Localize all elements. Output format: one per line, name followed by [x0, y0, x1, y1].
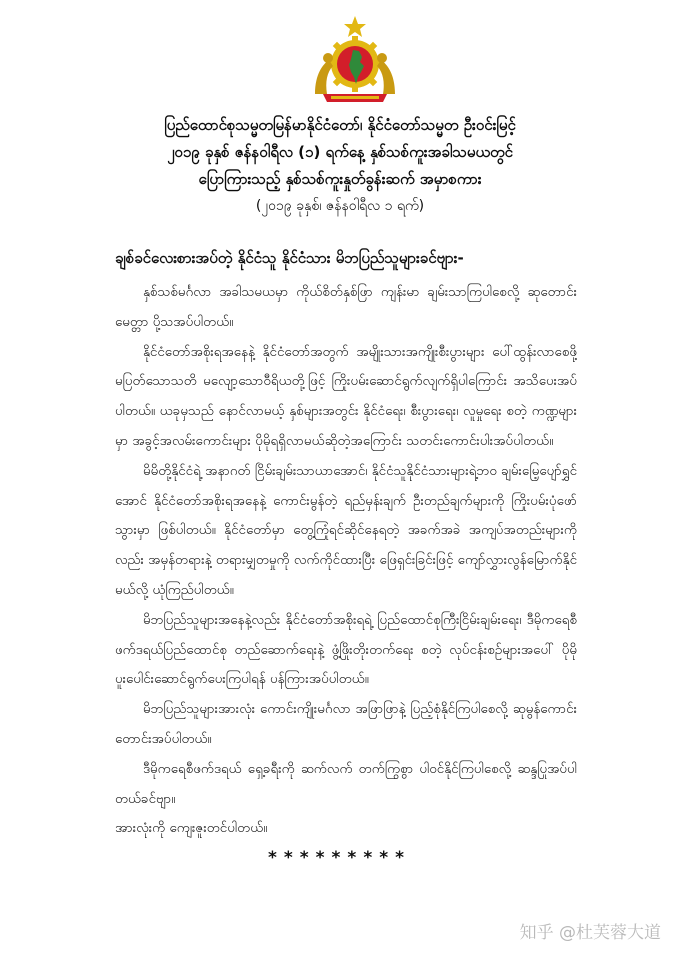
paragraph: မိဘပြည်သူများအားလုံး ကောင်းကျိုးမင်္ဂလာ အဖြာဖြာနဲ့ ပြည့်စုံနိုင်ကြပါစေလို့ ဆုမွန်ကောင်းတောင်းအပ်ပါတယ်။ — [115, 702, 577, 747]
paragraph: နိုင်ငံတော်အစိုးရအနေနဲ့ နိုင်ငံတော်အတွက် အမျိုးသားအကျိုးစီးပွားများ ပေါ်ထွန်းလာစေဖို့ မပြတ်သောသတိ မလျော့သောဝီရိယတို့ဖြင့် ကြိုးပမ်းဆောင်ရွက်လျက်ရှိပါကြောင်း အသိပေးအပ်ပါတယ်။ ယခုမှသည် နောင်လာမယ့် နှစ်များအတွင်း နိုင်ငံရေး၊ စီးပွားရေး၊ လူမှုရေး စတဲ့ ကဏ္ဍများမှာ အခွင့်အလမ်းကောင်းများ ပိုမိုရရှိလာမယ်ဆိုတဲ့အကြောင်း သတင်းကောင်းပါးအပ်ပါတယ်။ — [115, 344, 577, 449]
paragraph: မိမိတို့နိုင်ငံရဲ့ အနာဂတ် ငြိမ်းချမ်းသာယာအောင်၊ နိုင်ငံသူနိုင်ငံသားများရဲ့ဘဝ ချမ်းမြေ့ပျော်ရွှင်အောင် နိုင်ငံတော်အစိုးရအနေနဲ့ ကောင်းမွန်တဲ့ ရည်မှန်းချက် ဦးတည်ချက်များကို ကြိုးပမ်းပုံဖော်သွားမှာ ဖြစ်ပါတယ်။ နိုင်ငံတော်မှာ တွေ့ကြုံရင်ဆိုင်နေရတဲ့ အခက်အခဲ အကျပ်အတည်းများကိုလည်း အမှန်တရားနဲ့ တရားမျှတမှုကို လက်ကိုင်ထားပြီး ဖြေရှင်းခြင်းဖြင့် ကျော်လွှားလွန်မြောက်နိုင်မယ်လို့ ယုံကြည်ပါတယ်။ — [115, 463, 577, 598]
paragraph: နှစ်သစ်မင်္ဂလာ အခါသမယမှာ ကိုယ်စိတ်နှစ်ဖြာ ကျန်းမာ ချမ်းသာကြပါစေလို့ ဆုတောင်းမေတ္တာ ပို့သအပ်ပါတယ်။ — [115, 285, 577, 330]
watermark: 知乎 @杜芙蓉大道 — [519, 923, 661, 943]
paragraph: မိဘပြည်သူများအနေနဲ့လည်း နိုင်ငံတော်အစိုးရရဲ့ ပြည်ထောင်စုကြီးငြိမ်းချမ်းရေး၊ ဒီမိုကရေစီဖက်ဒရယ်ပြည်ထောင်စု တည်ဆောက်ရေးနဲ့ ဖွံ့ဖြိုးတိုးတက်ရေး စတဲ့ လုပ်ငန်းစဉ်များအပေါ် ပိုမိုပူးပေါင်းဆောင်ရွက်ပေးကြပါရန် ပန်ကြားအပ်ပါတယ်။ — [115, 612, 577, 688]
speech-body — [115, 278, 577, 844]
heading-line-3: ပြောကြားသည့် နှစ်သစ်ကူးနှုတ်ခွန်းဆက် အမှာစကား — [198, 170, 482, 188]
heading-line-1: ပြည်ထောင်စုသမ္မတမြန်မာနိုင်ငံတော်၊ နိုင်ငံတော်သမ္မတ ဦးဝင်းမြင့် — [164, 116, 516, 134]
state-seal-icon — [309, 14, 401, 106]
speech-heading — [110, 112, 570, 220]
heading-line-2: ၂၀၁၉ ခုနှစ် ဇန်နဝါရီလ (၁) ရက်နေ့ နှစ်သစ်ကူးအခါသမယတွင် — [167, 143, 513, 161]
paragraph: ဒီမိုကရေစီဖက်ဒရယ် ရှေ့ခရီးကို ဆက်လက် တက်ကြွစွာ ပါဝင်နိုင်ကြပါစေလို့ ဆန္ဒပြုအပ်ပါတယ်ခင်ဗျာ။ — [115, 761, 577, 807]
salutation: ချစ်ခင်လေးစားအပ်တဲ့ နိုင်ငံသူ နိုင်ငံသား မိဘပြည်သူများခင်ဗျား- — [115, 249, 464, 267]
heading-date: (၂၀၁၉ ခုနှစ်၊ ဇန်နဝါရီလ ၁ ရက်) — [255, 198, 425, 214]
separator: ********* — [267, 848, 411, 868]
closing-line: အားလုံးကို ကျေးဇူးတင်ပါတယ်။ — [115, 821, 268, 837]
